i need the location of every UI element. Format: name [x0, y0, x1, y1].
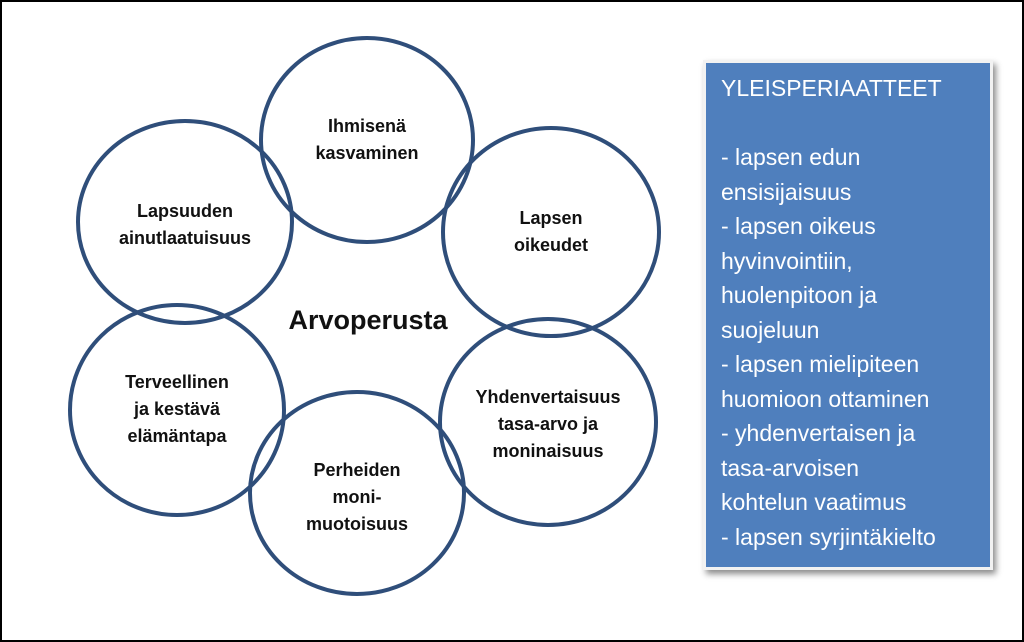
circle-label-lower-right: Yhdenvertaisuus tasa-arvo ja moninaisuus: [475, 386, 621, 461]
center-label: Arvoperusta: [288, 304, 448, 335]
circle-label-bottom: Perheiden moni- muotoisuus: [306, 459, 408, 534]
principles-box: [703, 60, 993, 570]
circle-label-upper-left: Lapsuuden ainutlaatuisuus: [118, 201, 252, 248]
principle-item: - lapsen edun ensisijaisuus: [721, 144, 861, 205]
principles-list: [721, 140, 980, 554]
principle-item: - lapsen mielipiteen huomioon ottaminen: [721, 351, 930, 412]
circle-label-lower-left: Terveellinen ja kestävä elämäntapa: [125, 371, 229, 446]
circle-label-top: Ihmisenä kasvaminen: [315, 116, 419, 163]
principle-item: - lapsen oikeus hyvinvointiin, huolenpitoon ja suojeluun: [721, 213, 878, 343]
principle-item: - lapsen syrjintäkielto: [721, 523, 936, 550]
circle-label-upper-right: Lapsen oikeudet: [513, 208, 588, 255]
principles-title: YLEISPERIAATTEET: [721, 75, 942, 101]
principle-item: - yhdenvertaisen ja tasa-arvoisen kohtelun vaatimus: [721, 420, 916, 515]
